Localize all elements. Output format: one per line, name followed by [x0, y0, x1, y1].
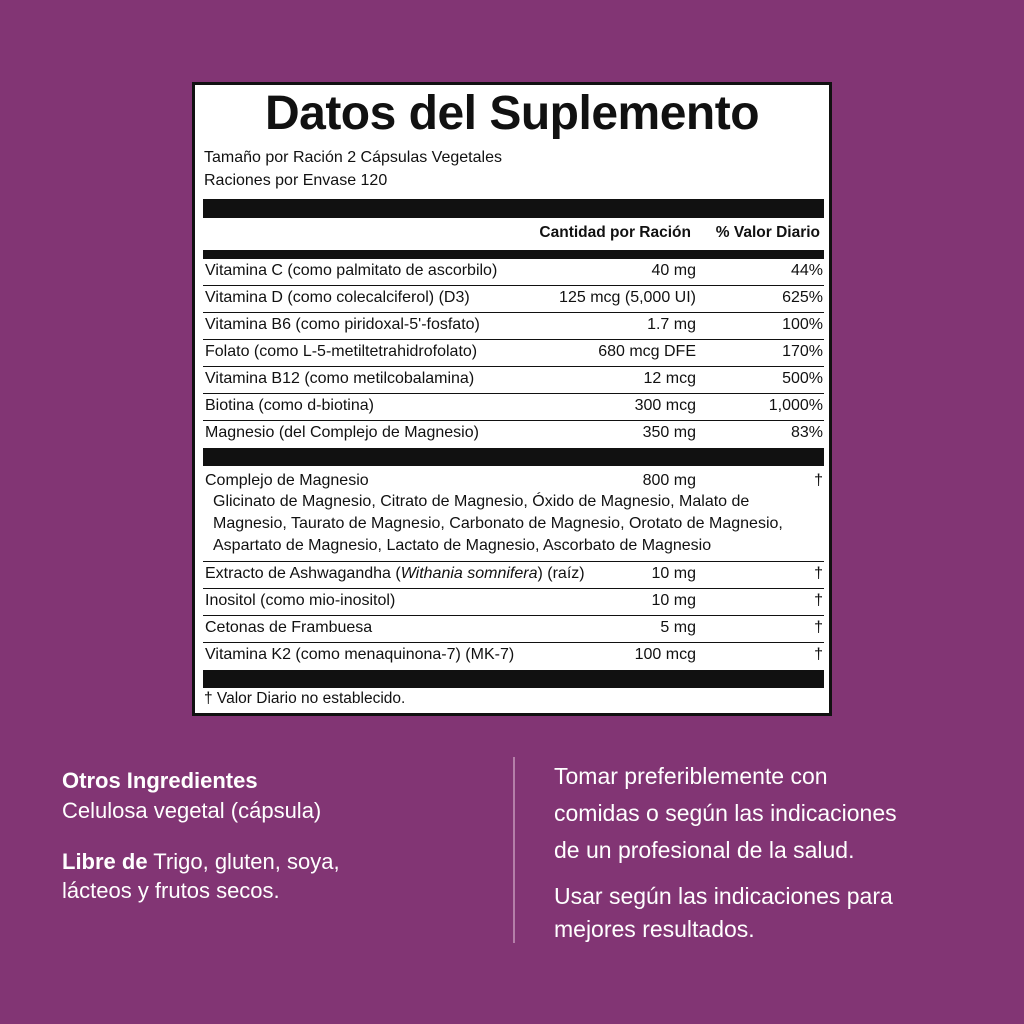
blend-components: [213, 491, 823, 557]
nutrient-dv: 44%: [790, 262, 823, 279]
blend-name: Complejo de Magnesio: [205, 472, 369, 489]
serving-size: Tamaño por Ración 2 Cápsulas Vegetales: [204, 149, 502, 166]
nutrient-amount: 125 mcg (5,000 UI): [559, 289, 696, 306]
directions-line: Tomar preferiblemente con: [554, 763, 828, 789]
thick-divider: [203, 448, 824, 466]
amount-column-header: Cantidad por Ración: [539, 224, 691, 241]
nutrient-name: Vitamina B6 (como piridoxal-5'-fosfato): [205, 316, 480, 333]
nutrient-dv: 625%: [782, 289, 823, 306]
nutrient-amount: 300 mcg: [634, 397, 696, 414]
ingredient-dv: †: [814, 646, 823, 663]
ingredient-name: Vitamina K2 (como menaquinona-7) (MK-7): [205, 646, 515, 663]
nutrient-row: [203, 258, 824, 285]
ingredient-dv: †: [814, 592, 823, 609]
other-ingredients-text: Celulosa vegetal (cápsula): [62, 798, 322, 823]
free-of-label: Libre de: [62, 849, 148, 874]
nutrient-dv: 83%: [790, 424, 823, 441]
usage-line: Usar según las indicaciones para: [554, 883, 893, 909]
nutrient-amount: 350 mg: [642, 424, 696, 441]
blend-amount: 800 mg: [642, 472, 696, 489]
directions-line: comidas o según las indicaciones: [554, 800, 897, 826]
nutrient-amount: 12 mcg: [643, 370, 696, 387]
nutrient-row: [203, 366, 824, 393]
nutrient-name: Magnesio (del Complejo de Magnesio): [205, 424, 479, 441]
nutrient-dv: 1,000%: [768, 397, 823, 414]
nutrient-row: [203, 339, 824, 366]
servings-per-container: Raciones por Envase 120: [204, 172, 388, 189]
ingredient-amount: 5 mg: [660, 619, 696, 636]
ingredient-dv: †: [814, 565, 823, 582]
ingredient-row: [203, 561, 824, 588]
blend-component-line: Aspartato de Magnesio, Lactato de Magnesio, Ascorbato de Magnesio: [213, 537, 712, 554]
ingredient-amount: 100 mcg: [634, 646, 696, 663]
nutrient-dv: 170%: [782, 343, 823, 360]
blend-component-line: Magnesio, Taurato de Magnesio, Carbonato de Magnesio, Orotato de Magnesio,: [213, 515, 783, 532]
nutrient-row: [203, 393, 824, 420]
usage-line: mejores resultados.: [554, 916, 755, 942]
nutrient-name: Biotina (como d-biotina): [205, 397, 374, 414]
thick-divider: [203, 199, 824, 218]
nutrient-dv: 500%: [782, 370, 823, 387]
nutrient-row: [203, 285, 824, 312]
blend-component-line: Glicinato de Magnesio, Citrato de Magnesio, Óxido de Magnesio, Malato de: [213, 493, 750, 510]
ingredient-amount: 10 mg: [651, 565, 696, 582]
dv-column-header: % Valor Diario: [715, 224, 820, 241]
directions-line: de un profesional de la salud.: [554, 837, 855, 863]
nutrient-name: Folato (como L-5-metiltetrahidrofolato): [205, 343, 478, 360]
ingredient-row: [203, 642, 824, 669]
ingredient-name: Cetonas de Frambuesa: [205, 619, 373, 636]
other-ingredients-title: Otros Ingredientes: [62, 768, 258, 793]
nutrient-amount: 1.7 mg: [647, 316, 696, 333]
nutrient-dv: 100%: [782, 316, 823, 333]
nutrient-name: Vitamina B12 (como metilcobalamina): [205, 370, 475, 387]
ingredient-dv: †: [814, 619, 823, 636]
free-of-text: Trigo, gluten, soya,: [147, 849, 340, 874]
footnote: † Valor Diario no establecido.: [204, 690, 406, 707]
ingredient-name: Extracto de Ashwagandha (Withania somnifera) (raíz): [205, 565, 585, 582]
nutrient-amount: 40 mg: [651, 262, 696, 279]
nutrient-row: [203, 312, 824, 339]
free-of-statement: [62, 848, 340, 876]
ingredient-row: [203, 615, 824, 642]
supplement-facts-panel: [192, 82, 832, 716]
nutrient-name: Vitamina D (como colecalciferol) (D3): [205, 289, 470, 306]
panel-title: Datos del Suplemento: [264, 87, 760, 140]
ingredient-name: Inositol (como mio-inositol): [205, 592, 396, 609]
ingredient-row: [203, 588, 824, 615]
nutrient-amount: 680 mcg DFE: [598, 343, 696, 360]
free-of-text-continued: lácteos y frutos secos.: [62, 878, 280, 903]
ingredient-amount: 10 mg: [651, 592, 696, 609]
vertical-divider: [513, 757, 515, 943]
nutrient-name: Vitamina C (como palmitato de ascorbilo): [205, 262, 498, 279]
thick-divider: [203, 670, 824, 688]
nutrient-row: [203, 420, 824, 447]
blend-dv: †: [814, 472, 823, 489]
latin-name: Withania somnifera: [400, 565, 538, 582]
